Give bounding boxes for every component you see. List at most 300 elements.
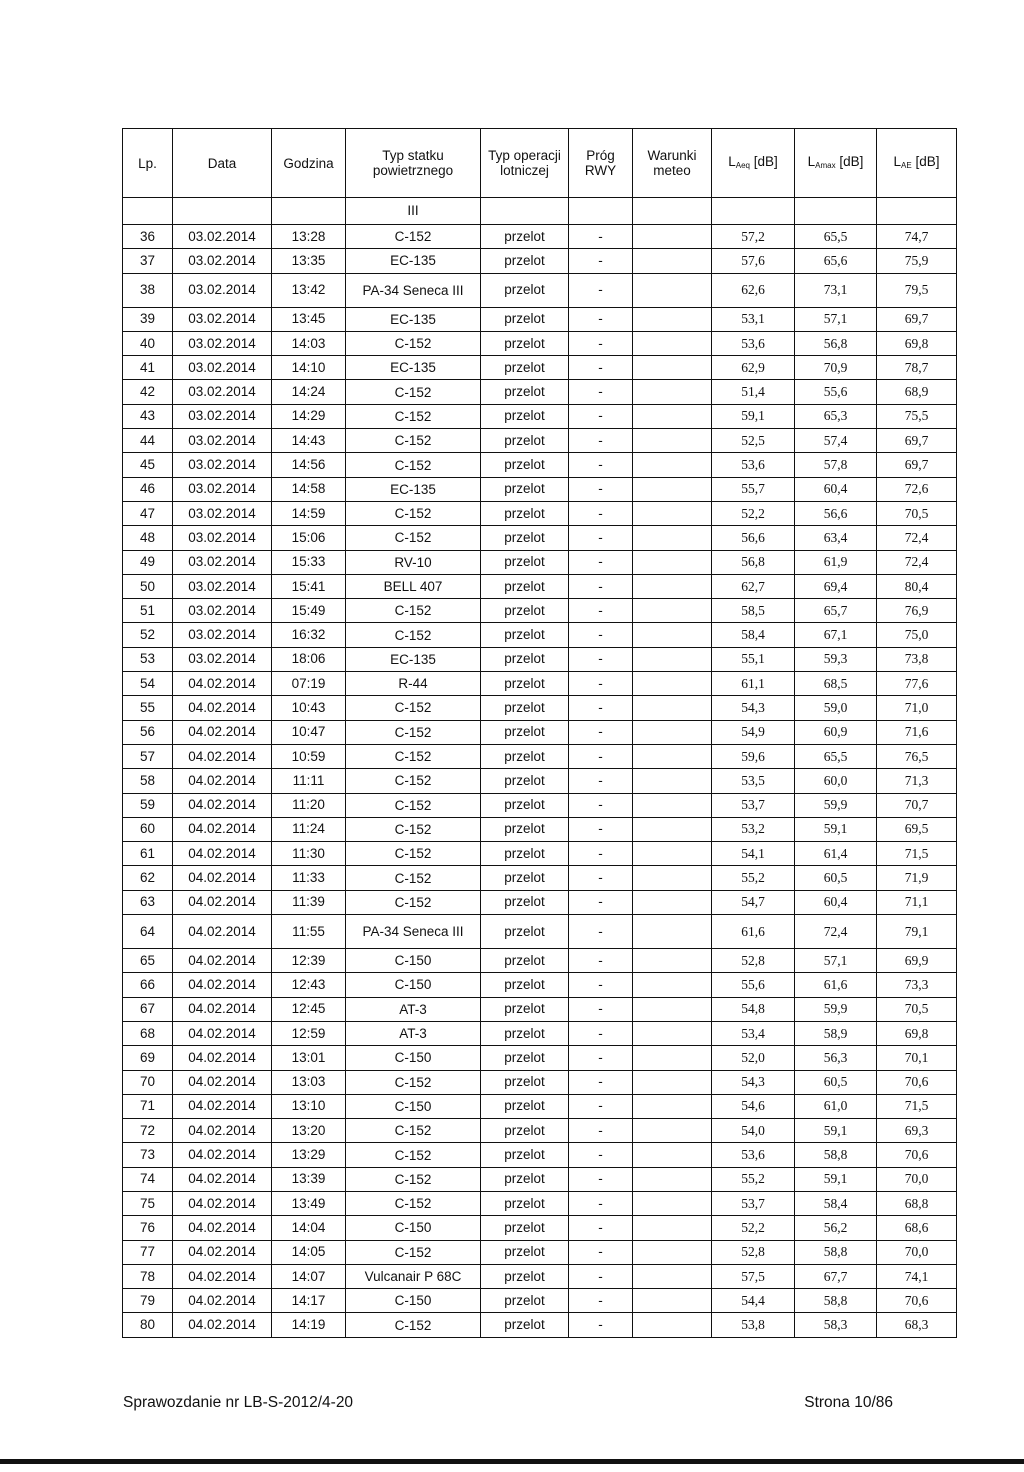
- cell-aircraft-type: C-150: [346, 1216, 481, 1240]
- cell-time: 11:11: [272, 769, 346, 793]
- cell-meteo: [633, 249, 712, 273]
- cell-laeq: 53,1: [712, 307, 795, 331]
- cell-date: 03.02.2014: [173, 380, 272, 404]
- cell-lae: 77,6: [877, 672, 957, 696]
- cell-operation-type: przelot: [481, 550, 569, 574]
- cell-laeq: 53,8: [712, 1313, 795, 1337]
- cell-lae: 78,7: [877, 356, 957, 380]
- cell-threshold: -: [569, 453, 633, 477]
- cell-time: 11:20: [272, 793, 346, 817]
- cell-lamax: 59,9: [795, 997, 877, 1021]
- table-row: [123, 1046, 957, 1070]
- cell-lp: 56: [123, 720, 173, 744]
- cell-threshold: -: [569, 526, 633, 550]
- cell-lamax: 59,1: [795, 1119, 877, 1143]
- cell-operation-type: przelot: [481, 842, 569, 866]
- cell-lae: 68,6: [877, 1216, 957, 1240]
- cell-operation-type: przelot: [481, 866, 569, 890]
- cell-meteo: [633, 1191, 712, 1215]
- cell-lae: 79,5: [877, 273, 957, 307]
- cell-lamax: 56,6: [795, 501, 877, 525]
- cell-aircraft-type: C-152: [346, 1240, 481, 1264]
- cell-lae: 73,3: [877, 973, 957, 997]
- cell-lae: 71,5: [877, 1094, 957, 1118]
- cell-lamax: 67,7: [795, 1264, 877, 1288]
- table-row: [123, 356, 957, 380]
- table-row: [123, 1289, 957, 1313]
- cell-laeq: 54,8: [712, 997, 795, 1021]
- cell-lp: 46: [123, 477, 173, 501]
- cell-threshold: -: [569, 380, 633, 404]
- cell-time: 10:43: [272, 696, 346, 720]
- cell-lae: 72,4: [877, 550, 957, 574]
- continuation-aircraft-type: III: [346, 198, 481, 225]
- cell-lamax: 72,4: [795, 915, 877, 949]
- cell-lamax: 65,7: [795, 599, 877, 623]
- cell-time: 12:39: [272, 949, 346, 973]
- cell-meteo: [633, 647, 712, 671]
- cell-threshold: -: [569, 574, 633, 598]
- cell-laeq: 52,5: [712, 429, 795, 453]
- report-number: Sprawozdanie nr LB-S-2012/4-20: [123, 1394, 354, 1411]
- cell-lp: 43: [123, 404, 173, 428]
- cell-lae: 71,5: [877, 842, 957, 866]
- table-row: [123, 672, 957, 696]
- cell-time: 10:59: [272, 744, 346, 768]
- cell-threshold: -: [569, 647, 633, 671]
- cell-operation-type: przelot: [481, 793, 569, 817]
- table-row: [123, 273, 957, 307]
- table-row: [123, 915, 957, 949]
- cell-lae: 69,7: [877, 453, 957, 477]
- cell-laeq: 57,5: [712, 1264, 795, 1288]
- cell-lp: 58: [123, 769, 173, 793]
- cell-date: 04.02.2014: [173, 793, 272, 817]
- cell-aircraft-type: C-152: [346, 623, 481, 647]
- table-row: [123, 1094, 957, 1118]
- cell-lamax: 56,2: [795, 1216, 877, 1240]
- cell-aircraft-type: C-152: [346, 331, 481, 355]
- cell-lae: 68,8: [877, 1191, 957, 1215]
- cell-meteo: [633, 380, 712, 404]
- cell-laeq: 54,1: [712, 842, 795, 866]
- cell-lamax: 73,1: [795, 273, 877, 307]
- cell-operation-type: przelot: [481, 1313, 569, 1337]
- cell-aircraft-type: C-152: [346, 526, 481, 550]
- cell-threshold: -: [569, 1216, 633, 1240]
- table-row: [123, 1021, 957, 1045]
- cell-aircraft-type: C-152: [346, 720, 481, 744]
- cell-operation-type: przelot: [481, 1289, 569, 1313]
- cell-laeq: 58,5: [712, 599, 795, 623]
- cell-date: 04.02.2014: [173, 842, 272, 866]
- cell-date: 04.02.2014: [173, 1216, 272, 1240]
- cell-laeq: 51,4: [712, 380, 795, 404]
- cell-lamax: 60,4: [795, 890, 877, 914]
- cell-lae: 75,0: [877, 623, 957, 647]
- cell-operation-type: przelot: [481, 356, 569, 380]
- cell-lp: 57: [123, 744, 173, 768]
- cell-operation-type: przelot: [481, 331, 569, 355]
- table-row: [123, 1216, 957, 1240]
- cell-lamax: 57,4: [795, 429, 877, 453]
- cell-laeq: 52,0: [712, 1046, 795, 1070]
- cell-date: 03.02.2014: [173, 477, 272, 501]
- cell-lp: 77: [123, 1240, 173, 1264]
- cell-operation-type: przelot: [481, 1046, 569, 1070]
- cell-date: 03.02.2014: [173, 404, 272, 428]
- cell-lp: 42: [123, 380, 173, 404]
- cell-lp: 75: [123, 1191, 173, 1215]
- cell-time: 14:58: [272, 477, 346, 501]
- cell-lp: 76: [123, 1216, 173, 1240]
- cell-lamax: 69,4: [795, 574, 877, 598]
- cell-lae: 72,6: [877, 477, 957, 501]
- cell-time: 14:17: [272, 1289, 346, 1313]
- cell-operation-type: przelot: [481, 949, 569, 973]
- cell-lp: 48: [123, 526, 173, 550]
- cell-aircraft-type: EC-135: [346, 249, 481, 273]
- cell-threshold: -: [569, 769, 633, 793]
- cell-date: 03.02.2014: [173, 501, 272, 525]
- cell-meteo: [633, 574, 712, 598]
- cell-laeq: 52,2: [712, 501, 795, 525]
- cell-lp: 36: [123, 225, 173, 249]
- table-row: [123, 307, 957, 331]
- cell-lae: 73,8: [877, 647, 957, 671]
- cell-operation-type: przelot: [481, 307, 569, 331]
- cell-aircraft-type: C-150: [346, 1046, 481, 1070]
- table-row: [123, 1119, 957, 1143]
- cell-lp: 54: [123, 672, 173, 696]
- col-header-typ-statku: Typ statku powietrznego: [346, 129, 481, 198]
- cell-lp: 52: [123, 623, 173, 647]
- cell-laeq: 54,6: [712, 1094, 795, 1118]
- table-row: [123, 225, 957, 249]
- cell-lamax: 65,5: [795, 744, 877, 768]
- table-row: [123, 744, 957, 768]
- bottom-rule: [0, 1459, 1024, 1464]
- cell-date: 04.02.2014: [173, 1167, 272, 1191]
- cell-meteo: [633, 307, 712, 331]
- cell-laeq: 59,6: [712, 744, 795, 768]
- col-header-lae: [877, 129, 957, 198]
- cell-time: 13:01: [272, 1046, 346, 1070]
- cell-meteo: [633, 501, 712, 525]
- cell-operation-type: przelot: [481, 769, 569, 793]
- cell-lae: 69,9: [877, 949, 957, 973]
- cell-lae: 69,7: [877, 429, 957, 453]
- cell-time: 07:19: [272, 672, 346, 696]
- cell-threshold: -: [569, 550, 633, 574]
- cell-date: 04.02.2014: [173, 1046, 272, 1070]
- cell-threshold: -: [569, 1094, 633, 1118]
- cell-aircraft-type: C-152: [346, 1313, 481, 1337]
- cell-lae: 69,7: [877, 307, 957, 331]
- cell-time: 14:04: [272, 1216, 346, 1240]
- lae-unit: [dB]: [911, 153, 940, 169]
- cell-laeq: 62,9: [712, 356, 795, 380]
- cell-operation-type: przelot: [481, 997, 569, 1021]
- cell-laeq: 55,7: [712, 477, 795, 501]
- cell-time: 15:49: [272, 599, 346, 623]
- cell-lamax: 59,1: [795, 1167, 877, 1191]
- cell-operation-type: przelot: [481, 1191, 569, 1215]
- cell-date: 03.02.2014: [173, 429, 272, 453]
- cell-lamax: 61,4: [795, 842, 877, 866]
- laeq-subscript: Aeq: [735, 160, 750, 170]
- cell-laeq: 57,6: [712, 249, 795, 273]
- cell-lae: 71,1: [877, 890, 957, 914]
- cell-laeq: 53,7: [712, 793, 795, 817]
- cell-operation-type: przelot: [481, 1094, 569, 1118]
- cell-threshold: -: [569, 404, 633, 428]
- cell-aircraft-type: C-150: [346, 949, 481, 973]
- cell-threshold: -: [569, 1289, 633, 1313]
- cell-time: 14:43: [272, 429, 346, 453]
- table-row: [123, 769, 957, 793]
- cell-operation-type: przelot: [481, 404, 569, 428]
- cell-meteo: [633, 1119, 712, 1143]
- cell-date: 04.02.2014: [173, 915, 272, 949]
- cell-date: 04.02.2014: [173, 769, 272, 793]
- cell-operation-type: przelot: [481, 429, 569, 453]
- cell-laeq: 53,2: [712, 817, 795, 841]
- cell-lp: 44: [123, 429, 173, 453]
- cell-lamax: 65,5: [795, 225, 877, 249]
- cell-threshold: -: [569, 842, 633, 866]
- laeq-symbol: L: [728, 153, 736, 169]
- cell-aircraft-type: C-152: [346, 225, 481, 249]
- cell-threshold: -: [569, 273, 633, 307]
- cell-meteo: [633, 793, 712, 817]
- laeq-unit: [dB]: [749, 153, 778, 169]
- cell-lp: 80: [123, 1313, 173, 1337]
- table-row: [123, 501, 957, 525]
- cell-threshold: -: [569, 915, 633, 949]
- cell-lp: 64: [123, 915, 173, 949]
- cell-time: 14:56: [272, 453, 346, 477]
- cell-threshold: -: [569, 249, 633, 273]
- cell-lp: 65: [123, 949, 173, 973]
- cell-aircraft-type: C-152: [346, 817, 481, 841]
- cell-lae: 79,1: [877, 915, 957, 949]
- cell-operation-type: przelot: [481, 817, 569, 841]
- cell-operation-type: przelot: [481, 380, 569, 404]
- cell-lp: 70: [123, 1070, 173, 1094]
- cell-meteo: [633, 623, 712, 647]
- cell-laeq: 57,2: [712, 225, 795, 249]
- table-row: [123, 973, 957, 997]
- cell-laeq: 53,7: [712, 1191, 795, 1215]
- cell-lae: 70,1: [877, 1046, 957, 1070]
- table-row: [123, 949, 957, 973]
- cell-aircraft-type: C-152: [346, 453, 481, 477]
- cell-time: 14:19: [272, 1313, 346, 1337]
- cell-laeq: 54,4: [712, 1289, 795, 1313]
- cell-time: 13:45: [272, 307, 346, 331]
- cell-aircraft-type: C-150: [346, 1094, 481, 1118]
- cell-threshold: -: [569, 866, 633, 890]
- cell-lp: 37: [123, 249, 173, 273]
- cell-lae: 71,6: [877, 720, 957, 744]
- cell-threshold: -: [569, 1119, 633, 1143]
- table-row: [123, 526, 957, 550]
- cell-lamax: 58,4: [795, 1191, 877, 1215]
- table-row: [123, 817, 957, 841]
- cell-meteo: [633, 744, 712, 768]
- cell-aircraft-type: EC-135: [346, 356, 481, 380]
- cell-meteo: [633, 1094, 712, 1118]
- cell-lp: 68: [123, 1021, 173, 1045]
- cell-threshold: -: [569, 672, 633, 696]
- cell-operation-type: przelot: [481, 915, 569, 949]
- cell-date: 04.02.2014: [173, 1191, 272, 1215]
- cell-date: 04.02.2014: [173, 997, 272, 1021]
- cell-lamax: 58,8: [795, 1143, 877, 1167]
- cell-threshold: -: [569, 890, 633, 914]
- cell-meteo: [633, 949, 712, 973]
- cell-threshold: -: [569, 1264, 633, 1288]
- cell-date: 03.02.2014: [173, 273, 272, 307]
- cell-lamax: 55,6: [795, 380, 877, 404]
- cell-meteo: [633, 1313, 712, 1337]
- cell-aircraft-type: EC-135: [346, 647, 481, 671]
- cell-lae: 75,9: [877, 249, 957, 273]
- cell-time: 14:07: [272, 1264, 346, 1288]
- cell-laeq: 53,6: [712, 453, 795, 477]
- cell-date: 04.02.2014: [173, 1143, 272, 1167]
- cell-aircraft-type: C-152: [346, 744, 481, 768]
- table-row: [123, 477, 957, 501]
- cell-operation-type: przelot: [481, 225, 569, 249]
- cell-lamax: 59,9: [795, 793, 877, 817]
- cell-operation-type: przelot: [481, 599, 569, 623]
- cell-time: 11:55: [272, 915, 346, 949]
- lae-subscript: AE: [901, 160, 912, 170]
- cell-lae: 69,8: [877, 331, 957, 355]
- cell-lae: 69,5: [877, 817, 957, 841]
- cell-meteo: [633, 1070, 712, 1094]
- cell-time: 11:33: [272, 866, 346, 890]
- cell-aircraft-type: C-152: [346, 380, 481, 404]
- cell-laeq: 52,8: [712, 949, 795, 973]
- cell-threshold: -: [569, 793, 633, 817]
- table-row: [123, 380, 957, 404]
- cell-lamax: 57,8: [795, 453, 877, 477]
- cell-meteo: [633, 477, 712, 501]
- cell-meteo: [633, 769, 712, 793]
- table-row: [123, 1313, 957, 1337]
- cell-operation-type: przelot: [481, 1240, 569, 1264]
- cell-lp: 74: [123, 1167, 173, 1191]
- cell-meteo: [633, 866, 712, 890]
- cell-threshold: -: [569, 307, 633, 331]
- cell-aircraft-type: C-150: [346, 973, 481, 997]
- cell-aircraft-type: C-150: [346, 1289, 481, 1313]
- cell-lp: 61: [123, 842, 173, 866]
- cell-lamax: 60,9: [795, 720, 877, 744]
- cell-lae: 71,9: [877, 866, 957, 890]
- cell-laeq: 62,6: [712, 273, 795, 307]
- cell-meteo: [633, 1216, 712, 1240]
- cell-laeq: 55,2: [712, 1167, 795, 1191]
- noise-measurement-table: [122, 128, 957, 1338]
- cell-operation-type: przelot: [481, 647, 569, 671]
- cell-time: 12:45: [272, 997, 346, 1021]
- cell-aircraft-type: C-152: [346, 842, 481, 866]
- table-row: [123, 1070, 957, 1094]
- cell-laeq: 53,5: [712, 769, 795, 793]
- cell-laeq: 61,1: [712, 672, 795, 696]
- cell-date: 04.02.2014: [173, 890, 272, 914]
- cell-meteo: [633, 1264, 712, 1288]
- cell-lamax: 56,8: [795, 331, 877, 355]
- cell-lae: 68,3: [877, 1313, 957, 1337]
- lamax-unit: [dB]: [835, 153, 864, 169]
- cell-date: 03.02.2014: [173, 550, 272, 574]
- cell-meteo: [633, 973, 712, 997]
- cell-lae: 71,0: [877, 696, 957, 720]
- cell-date: 03.02.2014: [173, 249, 272, 273]
- cell-lamax: 60,0: [795, 769, 877, 793]
- table-row: [123, 1240, 957, 1264]
- cell-threshold: -: [569, 973, 633, 997]
- cell-operation-type: przelot: [481, 1119, 569, 1143]
- cell-time: 12:59: [272, 1021, 346, 1045]
- cell-time: 13:03: [272, 1070, 346, 1094]
- cell-lamax: 60,4: [795, 477, 877, 501]
- cell-operation-type: przelot: [481, 973, 569, 997]
- cell-time: 11:30: [272, 842, 346, 866]
- table-row: [123, 997, 957, 1021]
- cell-date: 04.02.2014: [173, 1119, 272, 1143]
- cell-lp: 38: [123, 273, 173, 307]
- cell-aircraft-type: C-152: [346, 404, 481, 428]
- cell-aircraft-type: C-152: [346, 599, 481, 623]
- cell-threshold: -: [569, 356, 633, 380]
- cell-lp: 51: [123, 599, 173, 623]
- cell-threshold: -: [569, 1191, 633, 1215]
- cell-lp: 50: [123, 574, 173, 598]
- cell-laeq: 54,3: [712, 1070, 795, 1094]
- cell-date: 04.02.2014: [173, 1289, 272, 1313]
- cell-date: 03.02.2014: [173, 574, 272, 598]
- cell-aircraft-type: C-152: [346, 1167, 481, 1191]
- cell-lae: 71,3: [877, 769, 957, 793]
- cell-laeq: 53,6: [712, 1143, 795, 1167]
- cell-operation-type: przelot: [481, 1070, 569, 1094]
- cell-date: 03.02.2014: [173, 307, 272, 331]
- cell-meteo: [633, 720, 712, 744]
- cell-time: 13:39: [272, 1167, 346, 1191]
- cell-lp: 59: [123, 793, 173, 817]
- cell-aircraft-type: C-152: [346, 696, 481, 720]
- cell-date: 04.02.2014: [173, 1094, 272, 1118]
- cell-laeq: 58,4: [712, 623, 795, 647]
- cell-date: 03.02.2014: [173, 526, 272, 550]
- cell-aircraft-type: RV-10: [346, 550, 481, 574]
- cell-aircraft-type: C-152: [346, 866, 481, 890]
- cell-time: 14:24: [272, 380, 346, 404]
- cell-date: 04.02.2014: [173, 720, 272, 744]
- cell-lae: 70,6: [877, 1289, 957, 1313]
- cell-meteo: [633, 1240, 712, 1264]
- cell-meteo: [633, 1289, 712, 1313]
- cell-lae: 70,6: [877, 1070, 957, 1094]
- cell-lae: 74,1: [877, 1264, 957, 1288]
- cell-laeq: 56,8: [712, 550, 795, 574]
